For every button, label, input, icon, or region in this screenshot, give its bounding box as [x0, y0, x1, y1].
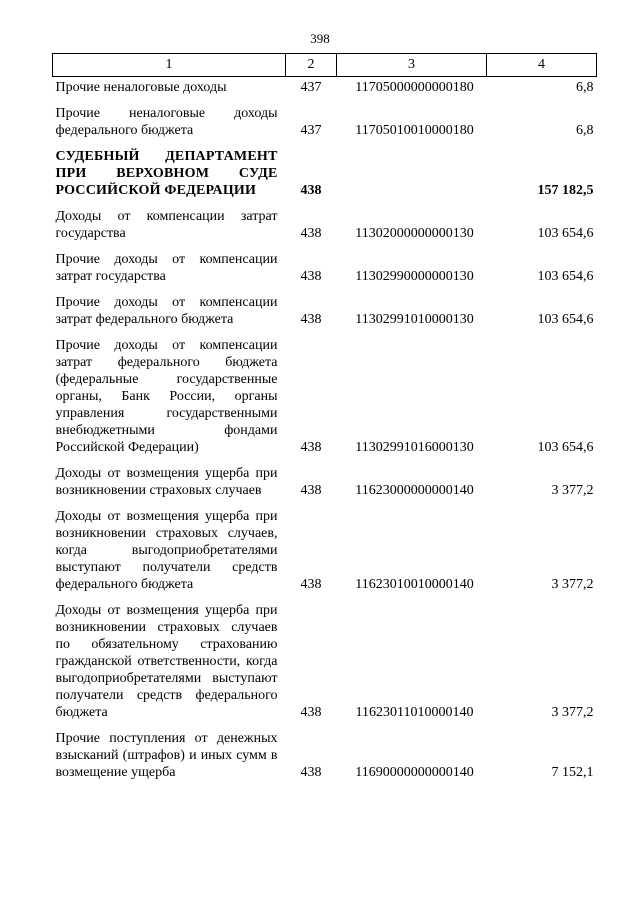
name-cell: Прочие доходы от компенсации затрат государства: [55, 252, 278, 284]
admin-code-cell: 438: [300, 226, 322, 241]
amount-cell: 6,8: [576, 80, 594, 95]
amount-cell: 6,8: [576, 123, 594, 138]
table-row: [53, 724, 597, 784]
table-row: [53, 288, 597, 331]
table-row: [53, 502, 597, 596]
name-cell: СУДЕБНЫЙ ДЕПАРТАМЕНТ ПРИ ВЕРХОВНОМ СУДЕ РОССИЙСКОЙ ФЕДЕРАЦИИ: [55, 149, 278, 198]
name-cell: Прочие неналоговые доходы федерального бюджета: [55, 106, 278, 138]
revenue-code-cell: 11302000000000130: [355, 226, 474, 241]
amount-cell: 3 377,2: [551, 705, 594, 720]
admin-code-cell: 438: [300, 312, 322, 327]
admin-code-cell: 438: [300, 440, 322, 455]
amount-cell: 7 152,1: [551, 765, 594, 780]
amount-cell: 103 654,6: [537, 226, 594, 241]
name-cell: Доходы от возмещения ущерба при возникновении страховых случаев по обязательному страхованию гражданской ответственности, когда выгодоприобретателями выступают получатели средств федерального бюджета: [55, 603, 278, 720]
revenue-code-cell: 11705010010000180: [355, 123, 474, 138]
name-cell: Прочие доходы от компенсации затрат федерального бюджета: [55, 295, 278, 327]
column-header-name: 1: [53, 54, 286, 77]
table-row: [53, 596, 597, 724]
amount-cell: 103 654,6: [537, 312, 594, 327]
name-cell: Прочие доходы от компенсации затрат федерального бюджета (федеральные государственные органы, Банк России, органы управления государственными внебюджетными фондами Российской Федерации): [55, 338, 278, 455]
table-row: [53, 202, 597, 245]
name-cell: Прочие поступления от денежных взысканий (штрафов) и иных сумм в возмещение ущерба: [55, 731, 278, 780]
amount-cell: 3 377,2: [551, 577, 594, 592]
admin-code-cell: 437: [300, 80, 322, 95]
page-number: 398: [310, 31, 330, 46]
revenue-code-cell: 11623011010000140: [355, 705, 474, 720]
revenue-code-cell: 11302990000000130: [355, 269, 474, 284]
name-cell: Доходы от возмещения ущерба при возникновении страховых случаев: [55, 466, 278, 498]
admin-code-cell: 438: [300, 483, 322, 498]
table-row: [53, 245, 597, 288]
revenue-code-cell: 11705000000000180: [355, 80, 474, 95]
revenue-code-cell: 11302991016000130: [355, 440, 474, 455]
table-row: [53, 142, 597, 202]
table-header-row: [53, 54, 597, 77]
admin-code-cell: 438: [300, 577, 322, 592]
table-row: [53, 459, 597, 502]
table-body: [53, 77, 597, 785]
revenue-code-cell: 11623000000000140: [355, 483, 474, 498]
column-header-amount: 4: [487, 54, 597, 77]
admin-code-cell: 438: [300, 183, 322, 198]
admin-code-cell: 437: [300, 123, 322, 138]
admin-code-cell: 438: [300, 705, 322, 720]
amount-cell: 3 377,2: [551, 483, 594, 498]
table-row: [53, 99, 597, 142]
table-row: [53, 331, 597, 459]
name-cell: Доходы от возмещения ущерба при возникновении страховых случаев, когда выгодоприобретателями выступают получатели средств федерального бюджета: [55, 509, 278, 592]
name-cell: Доходы от компенсации затрат государства: [55, 209, 278, 241]
table-row: [53, 77, 597, 100]
revenue-code-cell: 11623010010000140: [355, 577, 474, 592]
revenue-code-cell: 11302991010000130: [355, 312, 474, 327]
amount-cell: 157 182,5: [537, 183, 594, 198]
column-header-admin: 2: [286, 54, 337, 77]
admin-code-cell: 438: [300, 269, 322, 284]
revenue-code-cell: [337, 142, 487, 202]
amount-cell: 103 654,6: [537, 269, 594, 284]
column-header-code: 3: [337, 54, 487, 77]
amount-cell: 103 654,6: [537, 440, 594, 455]
revenue-code-cell: 11690000000000140: [355, 765, 474, 780]
budget-table: [52, 53, 597, 784]
admin-code-cell: 438: [300, 765, 322, 780]
name-cell: Прочие неналоговые доходы: [55, 80, 227, 95]
